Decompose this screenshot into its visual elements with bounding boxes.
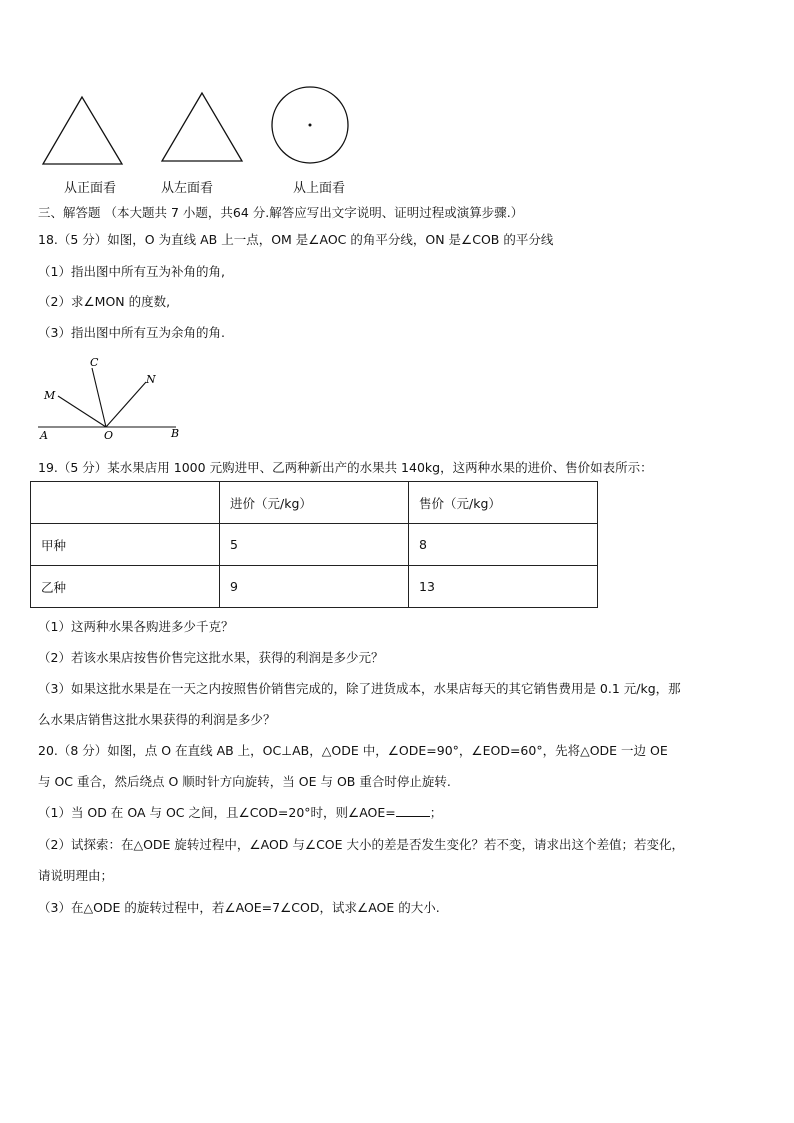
table-header-cell: 售价（元/kg） [409,482,598,524]
left-view-label: 从左面看 [161,181,214,196]
q20-part3: （3）在△ODE 的旋转过程中，若∠AOE=7∠COD，试求∠AOE 的大小. [38,900,440,915]
q20-part2-line2: 请说明理由； [38,868,114,883]
table-cell: 甲种 [31,524,220,566]
q20-stem-line1: 20.（8 分）如图，点 O 在直线 AB 上，OC⊥AB，△ODE 中，∠ODE=90°，∠EOD=60°，先将△ODE 一边 OE [38,743,668,758]
label-n: N [146,373,156,386]
ray-om [58,396,106,427]
q20-stem-line2: 与 OC 重合，然后绕点 O 顺时针方向旋转，当 OE 与 OB 重合时停止旋转. [38,774,451,789]
table-header-row [31,482,598,524]
q18-part3: （3）指出图中所有互为余角的角. [38,325,225,340]
q20-part1 [38,803,442,821]
q18-part1: （1）指出图中所有互为补角的角, [38,264,225,279]
table-cell: 9 [220,566,409,608]
q18-part2: （2）求∠MON 的度数, [38,294,171,309]
top-view-center-dot [309,124,312,127]
q20-part2-line1: （2）试探索：在△ODE 旋转过程中，∠AOD 与∠COE 大小的差是否发生变化？若不变，请求出这个差值；若变化， [38,837,685,852]
label-c: C [90,356,99,369]
label-m: M [44,389,56,402]
three-views-figure [30,80,360,172]
ray-on [106,382,146,427]
label-b: B [171,427,180,440]
table-row [31,524,598,566]
q19-part3-line1: （3）如果这批水果是在一天之内按照售价销售完成的，除了进货成本，水果店每天的其它销售费用是 0.1 元/kg，那 [38,681,681,696]
q20-part1-end: ； [429,805,443,820]
price-table [30,481,598,608]
answer-blank [396,816,430,817]
q20-part1-text: （1）当 OD 在 OA 与 OC 之间，且∠COD=20°时，则∠AOE= [38,805,396,820]
table-row [31,566,598,608]
front-view-label: 从正面看 [64,181,117,196]
q19-part3-line2: 么水果店销售这批水果获得的利润是多少？ [38,712,276,727]
q18-stem: 18.（5 分）如图，O 为直线 AB 上一点，OM 是∠AOC 的角平分线，ON 是∠COB 的平分线 [38,232,554,247]
front-view-triangle [43,97,122,164]
top-view-label: 从上面看 [293,181,346,196]
q18-angle-figure [34,352,194,444]
label-a: A [40,429,48,442]
table-cell: 8 [409,524,598,566]
left-view-triangle [162,93,242,161]
table-header-cell [31,482,220,524]
q19-stem: 19.（5 分）某水果店用 1000 元购进甲、乙两种新出产的水果共 140kg，这两种水果的进价、售价如表所示： [38,460,653,475]
label-o: O [104,429,114,442]
ray-oc [92,368,106,427]
table-cell: 13 [409,566,598,608]
q19-part2: （2）若该水果店按售价售完这批水果，获得的利润是多少元？ [38,650,384,665]
table-cell: 乙种 [31,566,220,608]
table-cell: 5 [220,524,409,566]
section-heading: 三、解答题 （本大题共 7 小题，共64 分.解答应写出文字说明、证明过程或演算步骤.） [38,205,524,220]
table-header-cell: 进价（元/kg） [220,482,409,524]
q19-part1: （1）这两种水果各购进多少千克？ [38,619,234,634]
